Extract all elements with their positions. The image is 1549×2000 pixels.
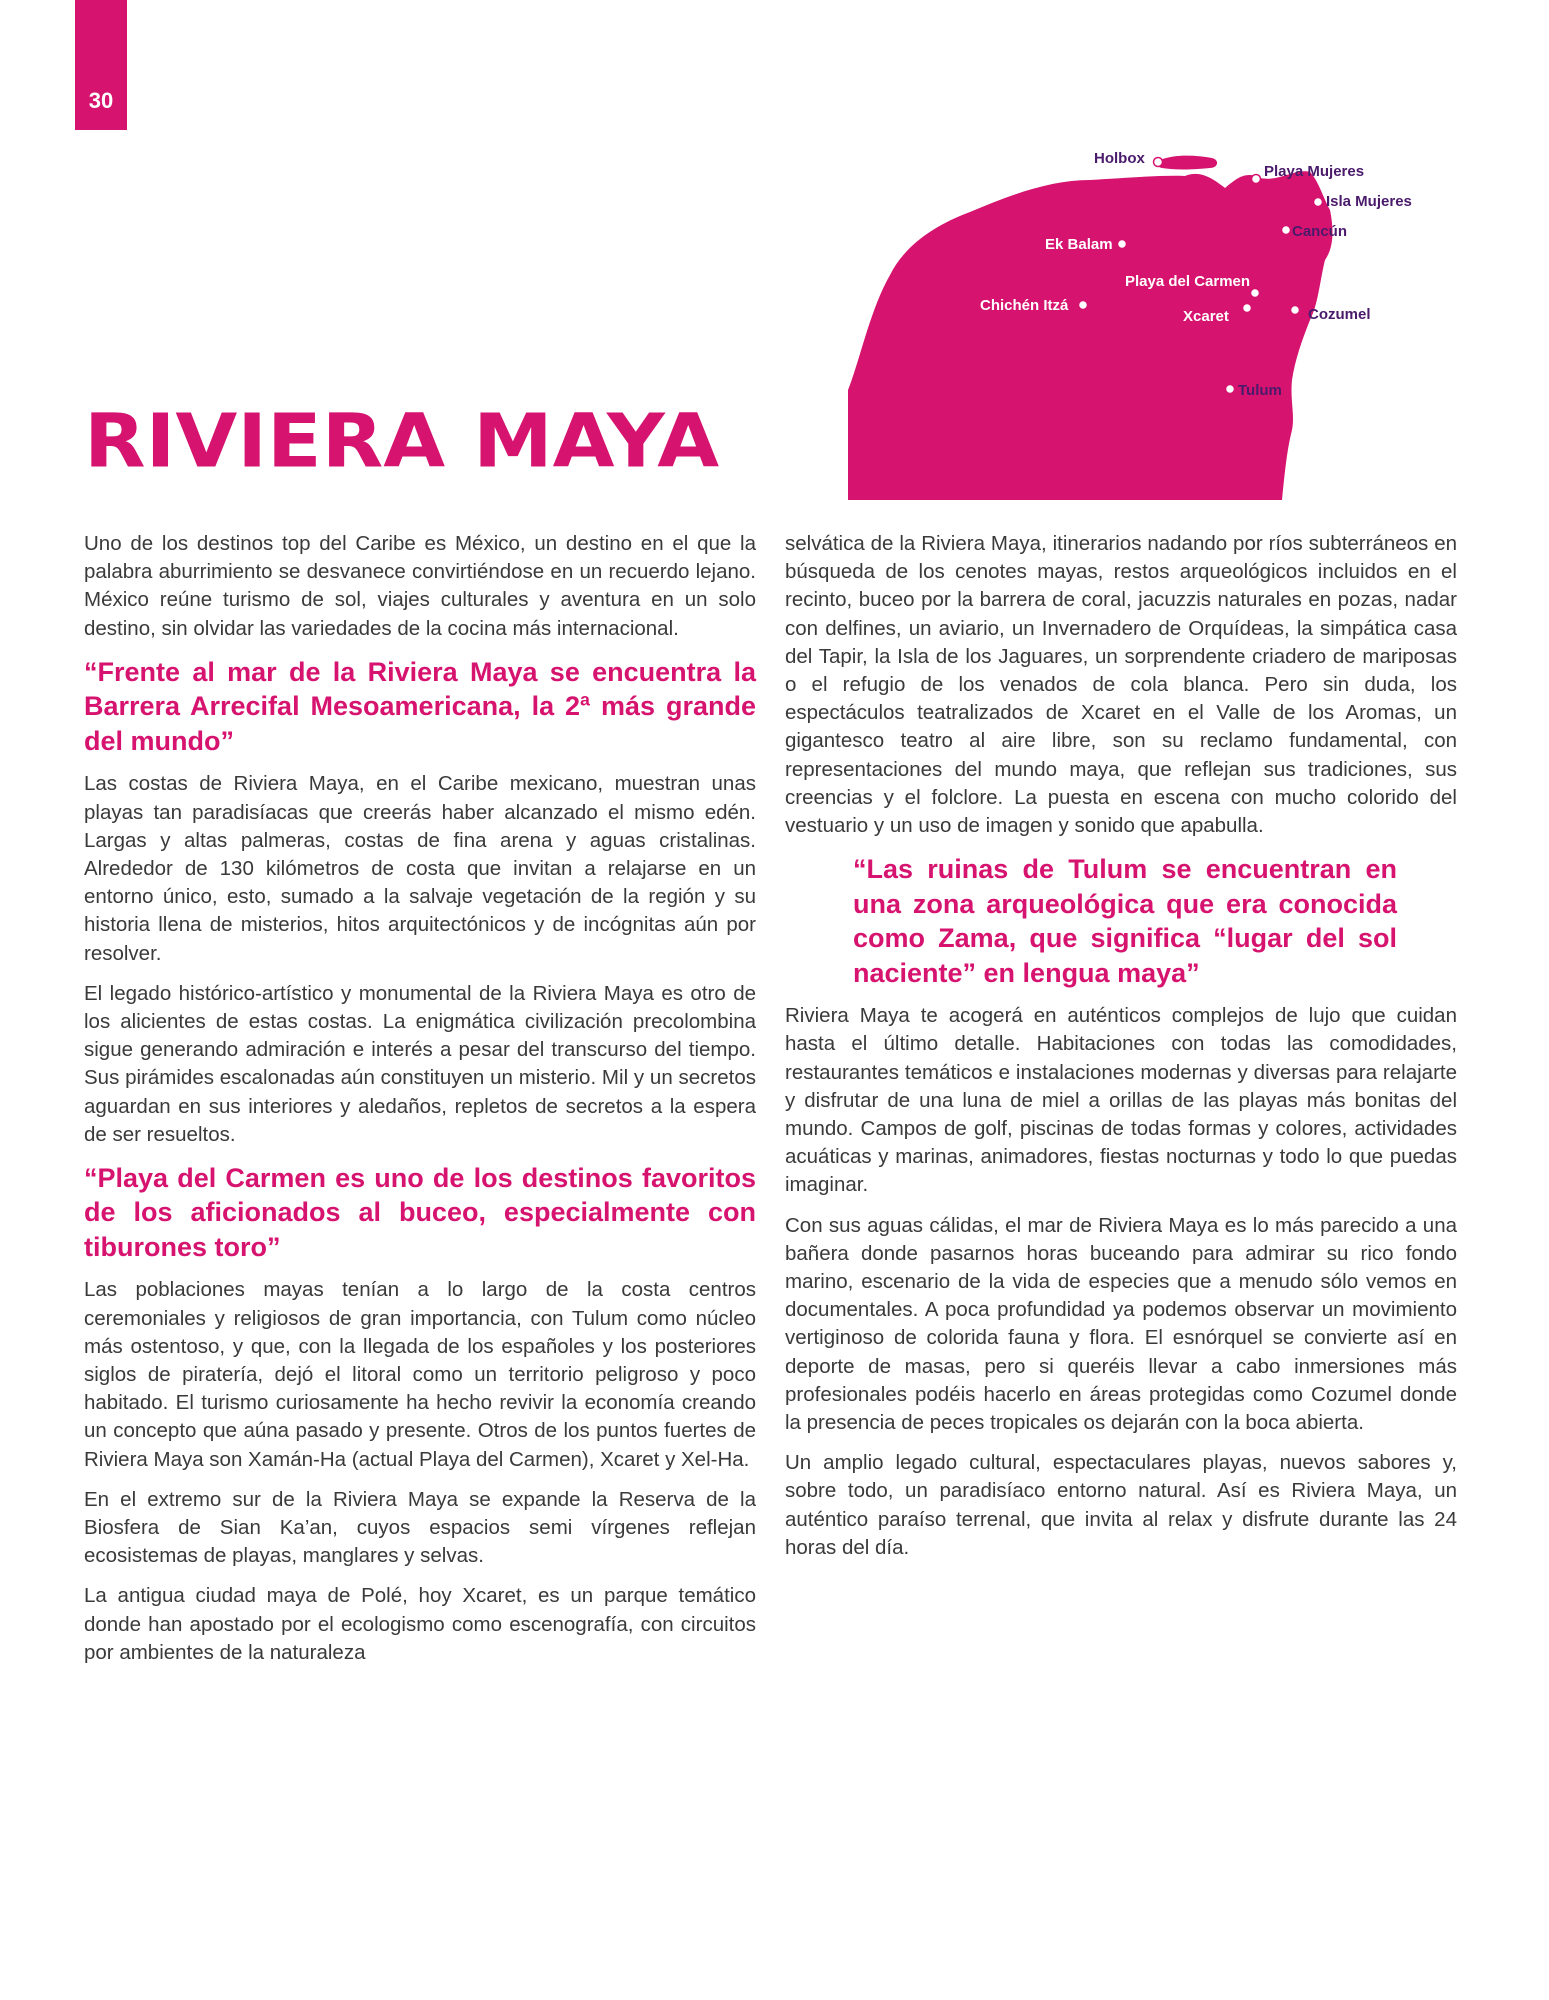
page-number: 30 [88,88,114,113]
left-column [84,530,756,1679]
map-dot-holbox [1154,158,1163,167]
map-label-playa-del-carmen: Playa del Carmen [1125,273,1251,290]
map-label-chichen-itza: Chichén Itzá [980,297,1069,314]
map-label-cancun: Cancún [1292,223,1348,240]
map-dot-cozumel [1291,306,1300,315]
map-holbox-island [1156,156,1217,170]
map-label-cozumel: Cozumel [1308,306,1371,323]
yucatan-map [840,140,1460,500]
map-label-isla-mujeres: Isla Mujeres [1326,193,1412,210]
pull-quote: “Playa del Carmen es uno de los destinos favoritos de los aficionados al buceo, especialmente con tiburones toro” [84,1162,756,1262]
map-dot-xcaret [1243,304,1252,313]
page-title: RIVIERA MAYA [84,398,720,485]
map-dot-isla-mujeres [1314,198,1323,207]
map-dot-tulum [1226,385,1235,394]
body-paragraph: Las costas de Riviera Maya, en el Caribe mexicano, muestran unas playas tan paradisíacas que creerás haber alcanzado el mismo edén. Largas y altas palmeras, costas de fina arena y aguas cristalinas. Alrededor de 130 kilómetros de costa que invitan a relajarse en un entorno único, esto, sumado a la salvaje vegetación de la región y su historia llena de misterios, hitos arquitectónicos y de incógnitas aún por resolver. [84,772,756,965]
body-paragraph: Las poblaciones mayas tenían a lo largo de la costa centros ceremoniales y religiosos de gran importancia, con Tulum como núcleo más ostentoso, y que, con la llegada de los españoles y los posteriores siglos de piratería, dejó el litoral como un territorio peligroso y poco habitado. El turismo curiosamente ha hecho revivir la economía creando un concepto que aúna pasado y presente. Otros de los puntos fuertes de Riviera Maya son Xamán-Ha (actual Playa del Carmen), Xcaret y Xel-Ha. [84,1278,756,1471]
map-dot-playa-del-carmen [1251,289,1260,298]
map-label-holbox: Holbox [1094,150,1145,167]
body-paragraph: Uno de los destinos top del Caribe es México, un destino en el que la palabra aburrimiento se desvanece convirtiéndose en un recuerdo lejano. México reúne turismo de sol, viajes culturales y aventura en un solo destino, sin olvidar las variedades de la cocina más internacional. [84,532,756,640]
map-dot-playa-mujeres [1252,175,1261,184]
right-column [785,530,1457,1574]
page-number-tab [75,0,127,130]
pull-quote: “Frente al mar de la Riviera Maya se encuentra la Barrera Arrecifal Mesoamericana, la 2ª más grande del mundo” [84,656,756,756]
map-dot-cancun [1282,226,1291,235]
body-paragraph: Con sus aguas cálidas, el mar de Riviera Maya es lo más parecido a una bañera donde pasarnos horas buceando para admirar su rico fondo marino, escenario de la vida de especies que a menudo sólo vemos en documentales. A poca profundidad ya podemos observar un movimiento vertiginoso de colorida fauna y flora. El esnórquel se convierte así en deporte de masas, pero si queréis llevar a cabo inmersiones más profesionales podéis hacerlo en áreas protegidas como Cozumel donde la presencia de peces tropicales os dejarán con la boca abierta. [785,1213,1457,1435]
pull-quote: “Las ruinas de Tulum se encuentran en una zona arqueológica que era conocida como Zama, que significa “lugar del sol naciente” en lengua maya” [853,854,1397,988]
body-paragraph: Riviera Maya te acogerá en auténticos complejos de lujo que cuidan hasta el último detalle. Habitaciones con todas las comodidades, restaurantes temáticos e instalaciones modernas y diversas para relajarte y disfrutar de una luna de miel a orillas de las playas más bonitas del mundo. Campos de golf, piscinas de todas formas y colores, actividades acuáticas y marinas, animadores, fiestas nocturnas y todo lo que puedas imaginar. [785,1004,1457,1197]
body-paragraph: El legado histórico-artístico y monumental de la Riviera Maya es otro de los alicientes de estas costas. La enigmática civilización precolombina sigue generando admiración e interés a pesar del transcurso del tiempo. Sus pirámides escalonadas aún constituyen un misterio. Mil y un secretos aguardan en sus interiores y aledaños, repletos de secretos a la espera de ser resueltos. [84,981,756,1146]
map-label-ek-balam: Ek Balam [1045,236,1113,253]
body-paragraph: selvática de la Riviera Maya, itinerarios nadando por ríos subterráneos en búsqueda de los cenotes mayas, restos arqueológicos incluidos en el recinto, buceo por la barrera de coral, jacuzzis naturales en pozas, nadar con delfines, un aviario, un Invernadero de Orquídeas, la simpática casa del Tapir, la Isla de los Jaguares, un sorprendente criadero de mariposas o el refugio de los venados de cola blanca. Pero sin duda, los espectáculos teatralizados de Xcaret en el Valle de los Aromas, un gigantesco teatro al aire libre, son su reclamo fundamental, con representaciones del mundo maya, que reflejan sus tradiciones, sus creencias y el folclore. La puesta en escena con mucho colorido del vestuario y un uso de imagen y sonido que apabulla. [785,532,1457,838]
map-dot-ek-balam [1118,240,1127,249]
body-paragraph: En el extremo sur de la Riviera Maya se expande la Reserva de la Biosfera de Sian Ka’an, cuyos espacios semi vírgenes reflejan ecosistemas de playas, manglares y selvas. [84,1487,756,1568]
map-label-tulum: Tulum [1238,382,1282,399]
map-label-playa-mujeres: Playa Mujeres [1264,163,1365,180]
body-paragraph: Un amplio legado cultural, espectaculares playas, nuevos sabores y, sobre todo, un paradisíaco entorno natural. Así es Riviera Maya, un auténtico paraíso terrenal, que invita al relax y disfrute durante las 24 horas del día. [785,1451,1457,1559]
map-label-xcaret: Xcaret [1183,308,1229,325]
map-landmass [848,171,1332,500]
body-paragraph: La antigua ciudad maya de Polé, hoy Xcaret, es un parque temático donde han apostado por el ecologismo como escenografía, con circuitos por ambientes de la naturaleza [84,1584,756,1664]
map-dot-chichen-itza [1079,301,1088,310]
